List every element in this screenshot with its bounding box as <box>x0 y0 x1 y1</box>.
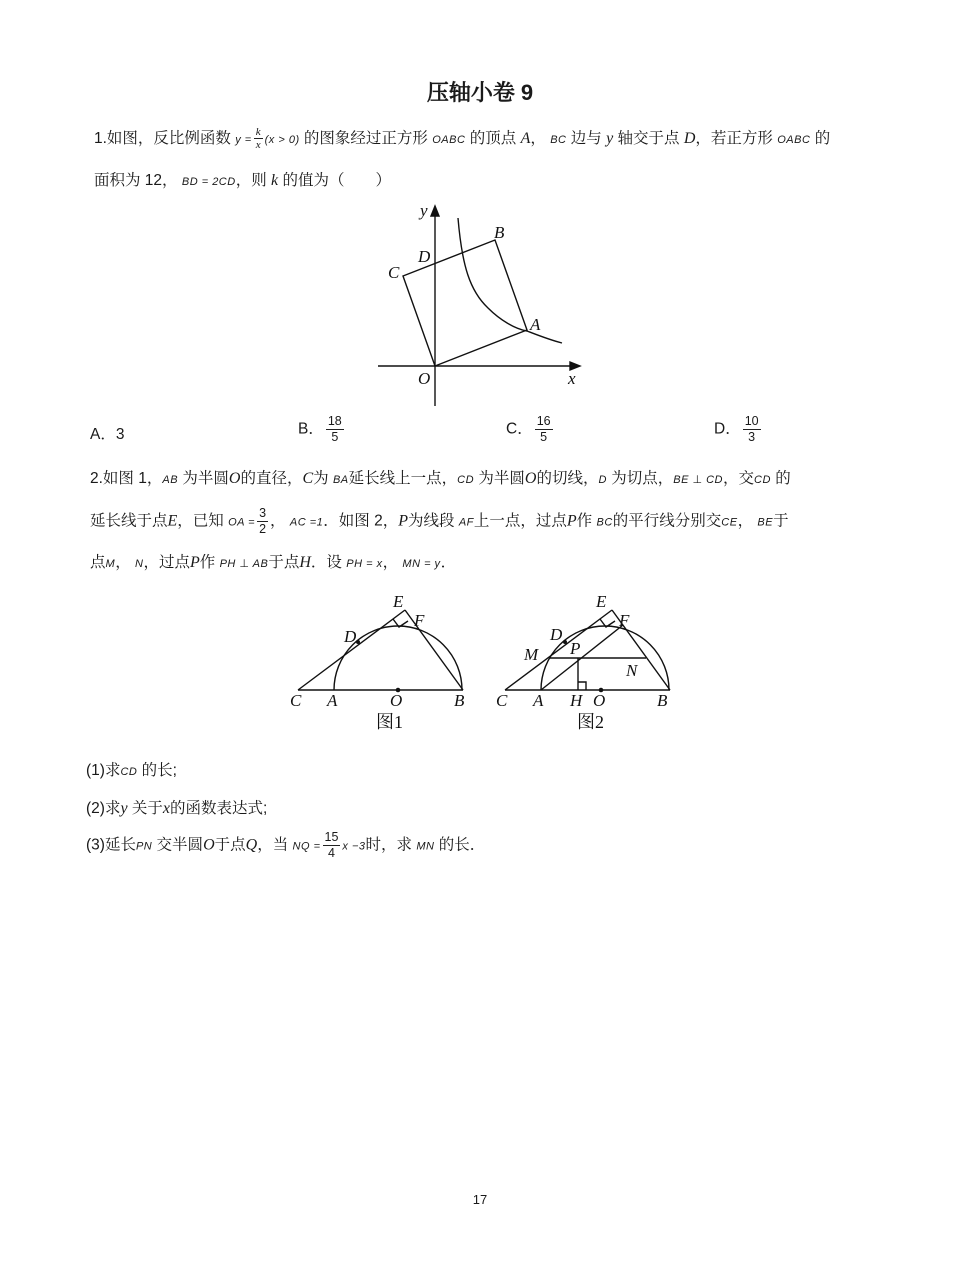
q2-figure-1 <box>298 610 463 690</box>
q1-figure <box>370 196 590 411</box>
label-y: y <box>420 201 428 220</box>
svg-text:O: O <box>593 691 606 710</box>
q1-option-c: C． $\frac{16}{5}$ <box>506 414 551 444</box>
q2-line-3: 点M， N，过点P作 PH ⊥ AB于点H．设 PH = x， MN = y． <box>90 554 457 571</box>
q2-line-2: 延长线于点E，已知 OA = $\frac{3}{2}$ ， AC =1．如图 2，P为线段 AF上一点，过点P作 BC的平行线分别交CE， BE于 <box>90 506 789 536</box>
page-title: 压轴小卷 9 <box>426 80 534 105</box>
svg-text:D: D <box>550 625 563 644</box>
svg-text:A: A <box>533 691 544 710</box>
svg-text:O: O <box>390 691 403 710</box>
svg-text:H: H <box>570 691 583 710</box>
svg-text:F: F <box>414 611 425 630</box>
svg-text:A: A <box>327 691 338 710</box>
svg-text:F: F <box>619 611 630 630</box>
svg-text:B: B <box>454 691 465 710</box>
label-x: x <box>568 369 576 388</box>
fig1-caption: 图1 <box>376 712 403 732</box>
q2-sub-1: (1)求CD 的长; <box>86 762 177 779</box>
q1-option-a: A．3 <box>90 426 125 443</box>
q1-line-1: 1.如图，反比例函数 y = $\frac{k}{x}$ (x > 0) 的图象经过正方形 OABC 的顶点 A， BC 边与 y 轴交于点 D，若正方形 OABC 的 <box>94 126 831 152</box>
q1-option-d: D． $\frac{10}{3}$ <box>714 414 759 444</box>
q2-sub-3: (3)延长PN 交半圆O于点Q，当 NQ = $\frac{15}{4}$ x −3时，求 MN 的长． <box>86 830 486 860</box>
q1-option-b: B． $\frac{18}{5}$ <box>298 414 342 444</box>
svg-text:C: C <box>290 691 302 710</box>
label-o: O <box>418 369 431 388</box>
q2-figures <box>280 586 700 736</box>
label-b: B <box>494 223 505 242</box>
q2-sub-2: (2)求y 关于x的函数表达式; <box>86 800 268 817</box>
q1-prefix: 1.如图，反比例函数 <box>94 130 231 147</box>
label-a: A <box>530 315 541 334</box>
svg-text:M: M <box>524 645 539 664</box>
label-c: C <box>388 263 400 282</box>
q1-func-lhs: y = <box>235 134 252 146</box>
q1-func-fraction: $\frac{k}{x}$ <box>255 126 261 152</box>
label-d: D <box>418 247 431 266</box>
q2-line-1: 2.如图 1，AB 为半圆O的直径，C为 BA延长线上一点，CD 为半圆O的切线，D 为切点，BE ⊥ CD，交CD 的 <box>90 470 791 487</box>
q1-func-cond: (x > 0) <box>264 134 300 146</box>
svg-text:D: D <box>344 627 357 646</box>
svg-text:P: P <box>570 639 581 658</box>
y-axis-arrow <box>431 206 439 216</box>
svg-text:B: B <box>657 691 668 710</box>
page-number: 17 <box>472 1192 488 1207</box>
fig2-caption: 图2 <box>577 712 604 732</box>
svg-text:C: C <box>496 691 508 710</box>
svg-text:N: N <box>626 661 638 680</box>
svg-text:E: E <box>393 592 404 611</box>
fig2-tangent-dot <box>563 640 567 644</box>
fig1-tangent-dot <box>356 640 360 644</box>
svg-text:E: E <box>596 592 607 611</box>
q1-line-2: 面积为 12， BD = 2CD，则 k 的值为（ ） <box>94 172 391 189</box>
